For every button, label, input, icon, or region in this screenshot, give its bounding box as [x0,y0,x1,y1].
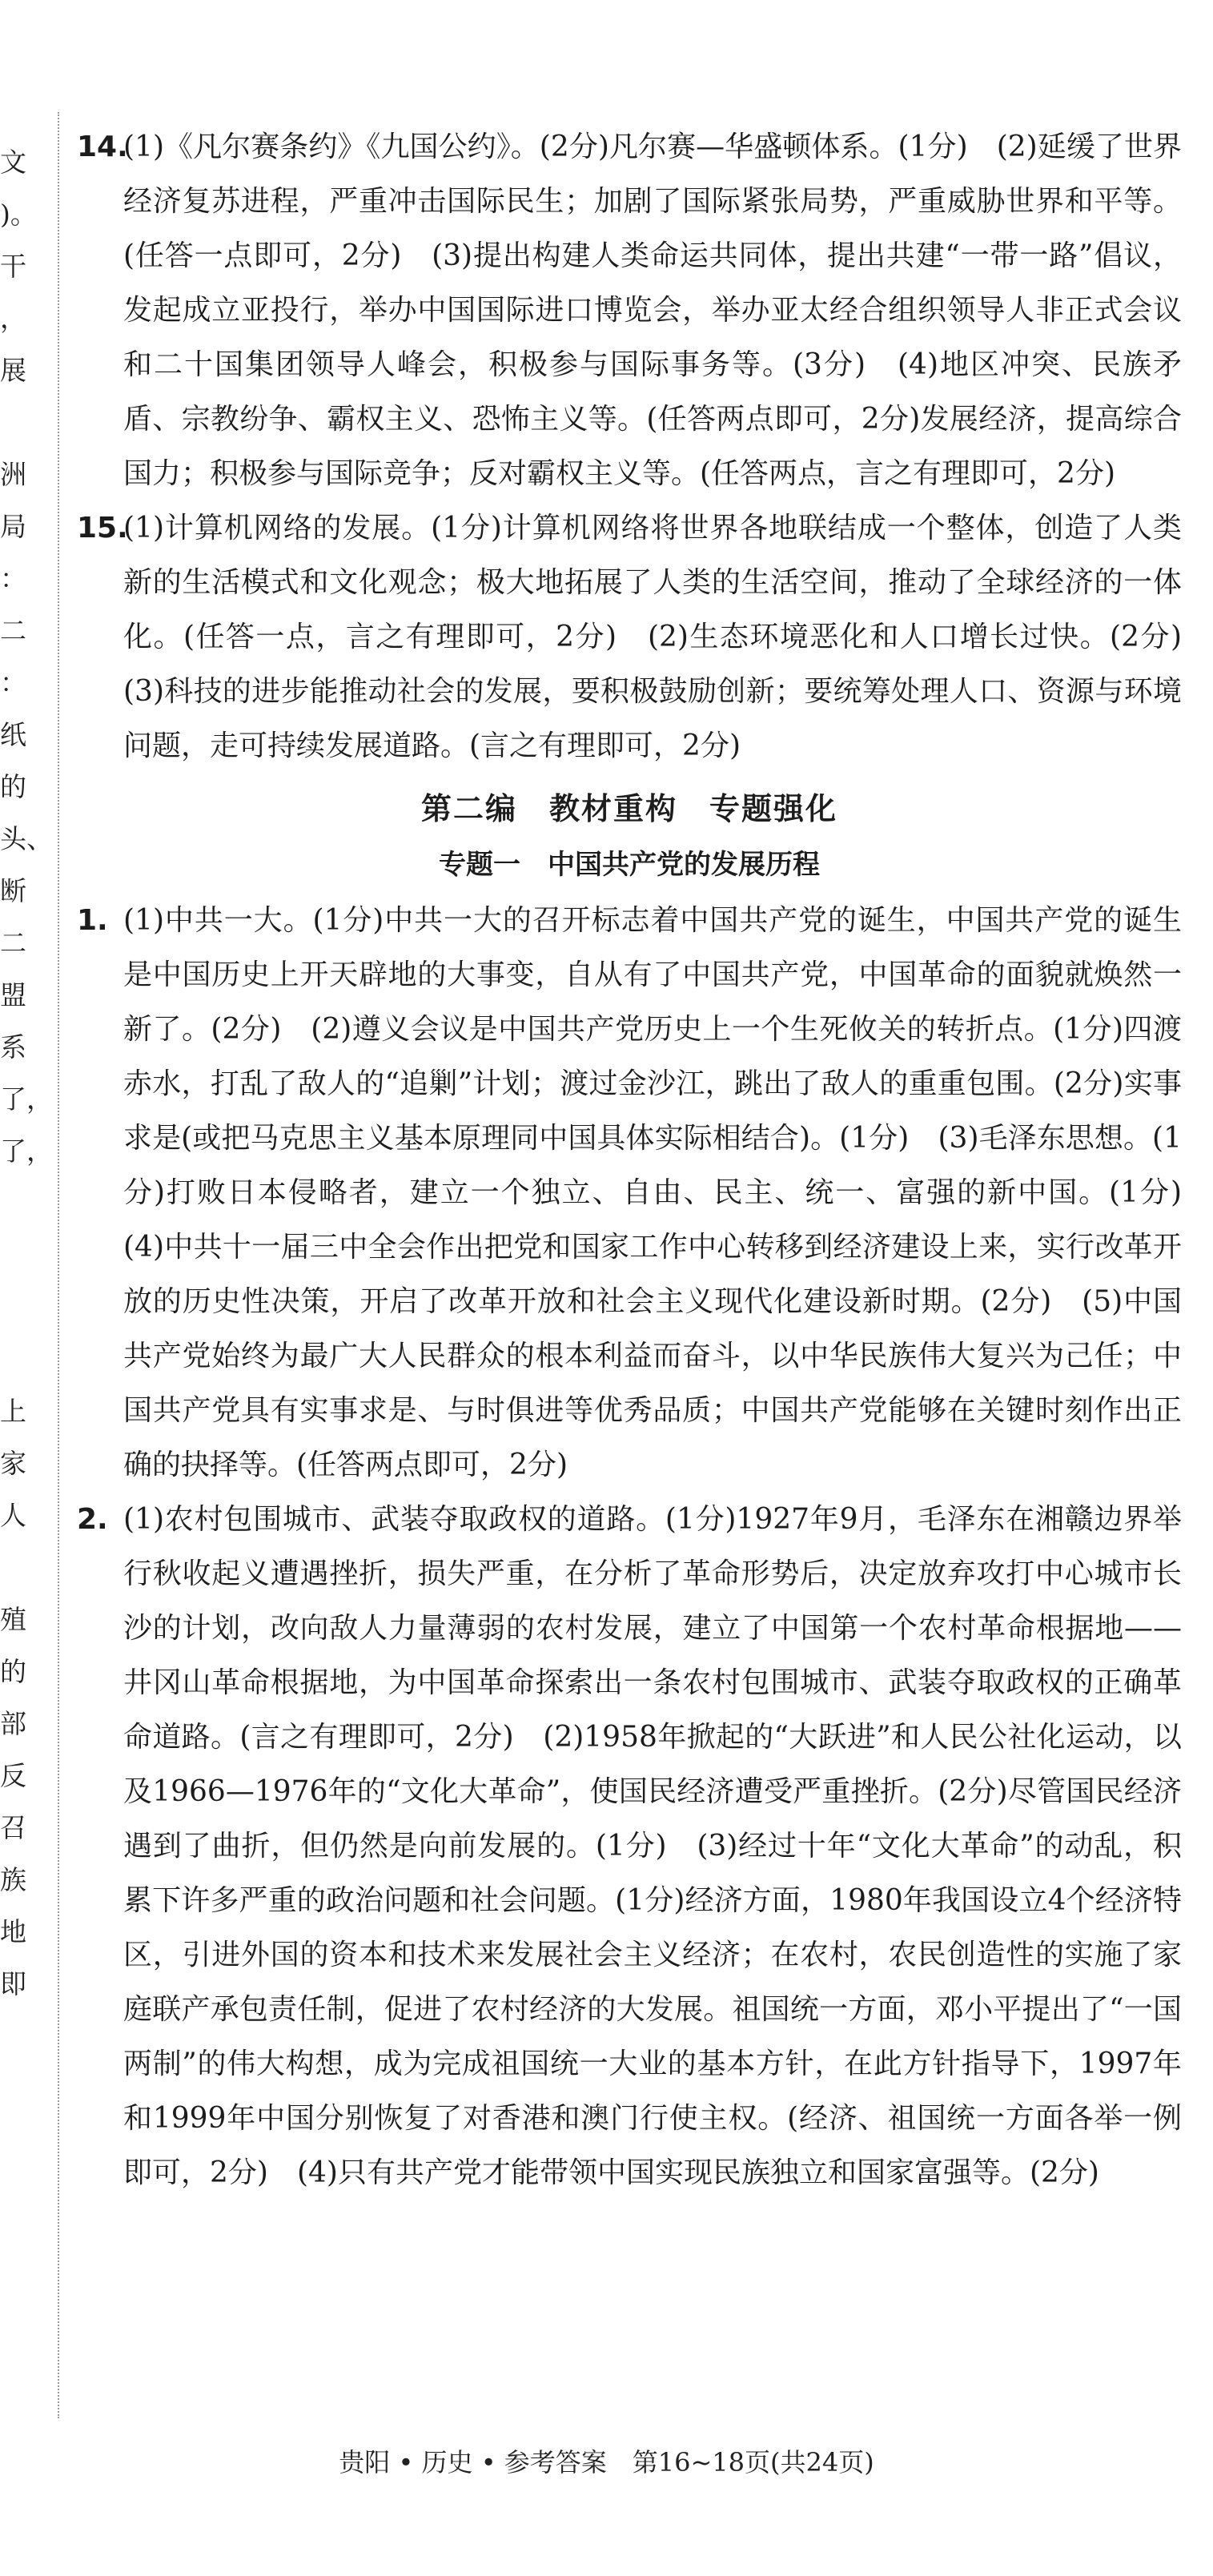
column-divider [58,112,59,2418]
margin-fragment [0,1333,34,1385]
answer-content [77,120,1211,2200]
margin-fragment: 家 [0,1448,26,1479]
margin-fragment: 文 [0,147,26,178]
margin-fragment [0,1177,34,1229]
margin-fragment: 族 [0,1864,26,1895]
question-answer-text: (1)中共一大。(1分)中共一大的召开标志着中国共产党的诞生，中国共产党的诞生是中国历史上开天辟地的大事变，自从有了中国共产党，中国革命的面貌就焕然一新了。(2分) (2)遵义会议是中国共产党历史上一个生死攸关的转折点。(1分)四渡赤水，打乱了敌人的“追剿”计划；渡过金沙江，跳出了敌人的重重包围。(2分)实事求是(或把马克思主义基本原理同中国具体实际相结合)。(1分) (3)毛泽东思想。(1分)打败日本侵略者，建立一个独立、自由、民主、统一、富强的新中国。(1分) (4)中共十一届三中全会作出把党和国家工作中心转移到经济建设上来，实行改革开放的历史性决策，开启了改革开放和社会主义现代化建设新时期。(2分) (5)中国共产党始终为最广大人民群众的根本利益而奋斗，以中华民族伟大复兴为己任；中国共产党具有实事求是、与时俱进等优秀品质；中国共产党能够在关键时刻作出正确的抉择等。(任答两点即可，2分) [123,904,1211,1481]
margin-fragment: 部 [0,1708,26,1739]
margin-fragment: 的 [0,1656,26,1687]
margin-fragment: 了， [0,1083,53,1115]
left-margin-column [0,136,53,2010]
margin-fragment: 即 [0,1968,26,1999]
question-2 [77,1493,1182,2200]
margin-fragment [0,396,34,448]
margin-fragment: 地 [0,1916,26,1947]
topic-title: 专题一 中国共产党的发展历程 [439,849,820,881]
section-title: 第二编 教材重构 专题强化 [420,791,837,826]
margin-fragment: )。 [0,199,37,230]
margin-fragment: 的 [0,771,26,802]
question-number: 2. [77,1503,108,1536]
margin-fragment: 盟 [0,979,26,1011]
question-answer-text: (1)农村包围城市、武装夺取政权的道路。(1分)1927年9月，毛泽东在湘赣边界举行秋收起义遭遇挫折，损失严重，在分析了革命形势后，决定放弃攻打中心城市长沙的计划，改向敌人力量薄弱的农村发展，建立了中国第一个农村革命根据地——井冈山革命根据地，为中国革命探索出一条农村包围城市、武装夺取政权的正确革命道路。(言之有理即可，2分) (2)1958年掀起的“大跃进”和人民公社化运动，以及1966—1976年的“文化大革命”，使国民经济遭受严重挫折。(2分)尽管国民经济遇到了曲折，但仍然是向前发展的。(1分) (3)经过十年“文化大革命”的动乱，积累下许多严重的政治问题和社会问题。(1分)经济方面，1980年我国设立4个经济特区，引进外国的资本和技术来发展社会主义经济；在农村，农民创造性的实施了家庭联产承包责任制，促进了农村经济的大发展。祖国统一方面，邓小平提出了“一国两制”的伟大构想，成为完成祖国统一大业的基本方针，在此方针指导下，1997年和1999年中国分别恢复了对香港和澳门行使主权。(经济、祖国统一方面各举一例即可，2分) (4)只有共产党才能带领中国实现民族独立和国家富强等。(2分) [123,1503,1182,2189]
margin-fragment: 局 [0,511,26,542]
margin-fragment: 断 [0,875,26,906]
margin-fragment: 系 [0,1031,26,1063]
question-number: 14. [77,131,128,163]
margin-fragment: ： [0,667,26,698]
question-1 [77,894,1211,1493]
margin-fragment [0,1281,34,1333]
question-15 [77,501,1211,774]
margin-fragment: 召 [0,1812,26,1843]
margin-fragment: 了， [0,1135,53,1167]
margin-fragment [0,1229,34,1281]
margin-fragment: 二 [0,927,26,958]
margin-fragment: ， [0,303,26,334]
margin-fragment: 殖 [0,1604,26,1635]
margin-fragment: 展 [0,355,26,386]
margin-fragment: 人 [0,1500,26,1531]
question-answer-text: (1)计算机网络的发展。(1分)计算机网络将世界各地联结成一个整体，创造了人类新的生活模式和文化观念；极大地拓展了人类的生活空间，推动了全球经济的一体化。(任答一点，言之有理即可，2分) (2)生态环境恶化和人口增长过快。(2分) (3)科技的进步能推动社会的发展，要积极鼓励创新；要统筹处理人口、资源与环境问题，走可持续发展道路。(言之有理即可，2分) [123,512,1211,762]
margin-fragment: 上 [0,1396,26,1427]
question-answer-text: (1)《凡尔赛条约》《九国公约》。(2分)凡尔赛—华盛顿体系。(1分) (2)延缓了世界经济复苏进程，严重冲击国际民生；加剧了国际紧张局势，严重威胁世界和平等。(任答一点即可，2分) (3)提出构建人类命运共同体，提出共建“一带一路”倡议，发起成立亚投行，举办中国国际进口博览会，举办亚太经合组织领导人非正式会议和二十国集团领导人峰会，积极参与国际事务等。(3分) (4)地区冲突、民族矛盾、宗教纷争、霸权主义、恐怖主义等。(任答两点即可，2分)发展经济，提高综合国力；积极参与国际竞争；反对霸权主义等。(任答两点，言之有理即可，2分) [123,131,1182,490]
margin-fragment [0,1541,34,1593]
margin-fragment: 纸 [0,719,26,750]
question-14 [77,120,1182,501]
margin-fragment: 反 [0,1760,26,1791]
margin-fragment: ： [0,563,26,594]
page-footer: 贵阳 • 历史 • 参考答案 第16~18页(共24页) [339,2447,874,2478]
margin-fragment: 干 [0,251,26,282]
margin-fragment: 二 [0,615,26,646]
margin-fragment: 洲 [0,459,26,490]
question-number: 15. [77,512,128,545]
margin-fragment: 头、 [0,823,53,854]
question-number: 1. [77,904,108,937]
